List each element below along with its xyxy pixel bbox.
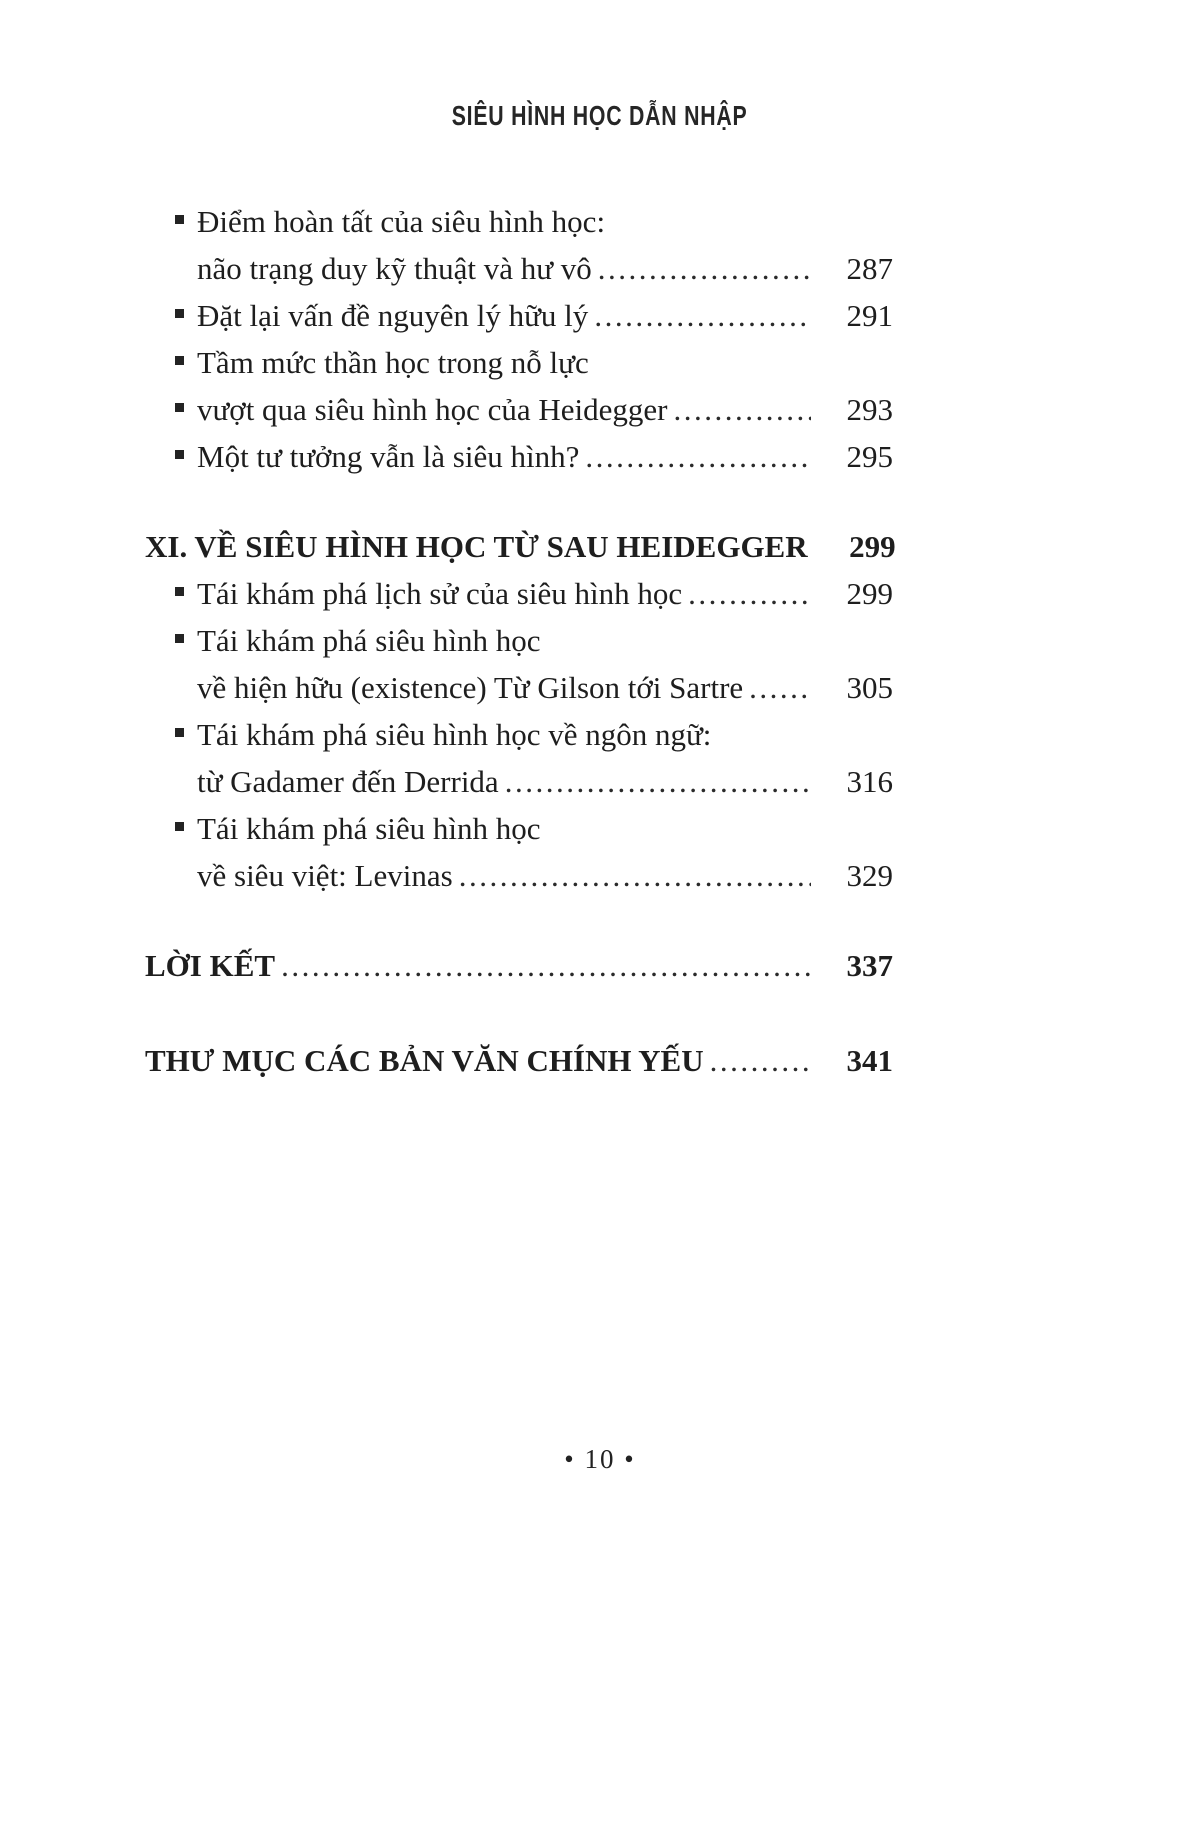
dot-leader	[749, 664, 811, 711]
page-number: 287	[846, 251, 893, 286]
page-number: 316	[846, 764, 893, 799]
bullet-icon	[175, 822, 184, 831]
toc-line	[145, 339, 893, 386]
toc-heading-text: LỜI KẾT	[145, 948, 276, 983]
toc-entry-text: Tái khám phá lịch sử của siêu hình học	[197, 576, 683, 611]
dot-leader	[585, 433, 811, 480]
toc-entry-text: Đặt lại vấn đề nguyên lý hữu lý	[197, 298, 589, 333]
page-number: 305	[846, 670, 893, 705]
running-header	[0, 100, 1200, 132]
toc-line	[145, 805, 893, 852]
toc-line	[145, 617, 893, 664]
toc-heading-text: XI. VỀ SIÊU HÌNH HỌC TỪ SAU HEIDEGGER	[145, 529, 808, 564]
page-number: 299	[849, 529, 896, 564]
page-number: 299	[846, 576, 893, 611]
toc-line	[145, 664, 893, 711]
toc-entry-text: về hiện hữu (existence) Từ Gilson tới Sartre	[197, 670, 744, 705]
dot-leader	[674, 386, 812, 433]
toc-line	[145, 198, 893, 245]
bullet-icon	[175, 356, 184, 365]
toc-entry-text: não trạng duy kỹ thuật và hư vô	[197, 251, 592, 286]
toc-section-heading	[145, 1037, 893, 1084]
page-number: 341	[846, 1043, 893, 1078]
toc-section-heading	[145, 523, 896, 570]
dot-leader	[594, 292, 811, 339]
toc-section-heading	[145, 942, 893, 989]
toc-heading-text: THƯ MỤC CÁC BẢN VĂN CHÍNH YẾU	[145, 1043, 704, 1078]
toc-entry-text: Tái khám phá siêu hình học	[197, 811, 541, 846]
page-number: 291	[846, 298, 893, 333]
dot-leader	[281, 942, 811, 989]
toc-line	[145, 292, 893, 339]
page-number: 293	[846, 392, 893, 427]
toc-entry-text: Điểm hoàn tất của siêu hình học:	[197, 204, 606, 239]
toc-line	[145, 711, 893, 758]
toc-line	[145, 386, 893, 433]
toc-entry-text: Tái khám phá siêu hình học về ngôn ngữ:	[197, 717, 712, 752]
toc-line	[145, 433, 893, 480]
page-number: 329	[846, 858, 893, 893]
table-of-contents	[145, 198, 896, 1084]
bullet-icon	[175, 309, 184, 318]
dot-leader	[505, 758, 811, 805]
bullet-icon	[175, 215, 184, 224]
toc-entry-text: từ Gadamer đến Derrida	[197, 764, 499, 799]
running-header-title: SIÊU HÌNH HỌC DẪN NHẬP	[452, 100, 748, 131]
toc-line	[145, 570, 893, 617]
toc-entry-text: Một tư tưởng vẫn là siêu hình?	[197, 439, 580, 474]
dot-leader	[710, 1037, 811, 1084]
dot-leader	[459, 852, 811, 899]
toc-line	[145, 852, 893, 899]
page-number-footer: • 10 •	[564, 1444, 636, 1474]
toc-entry-text: về siêu việt: Levinas	[197, 858, 453, 893]
toc-entry-text: Tầm mức thần học trong nỗ lực	[197, 345, 589, 380]
dot-leader	[688, 570, 811, 617]
dot-leader	[598, 245, 811, 292]
toc-line	[145, 245, 893, 292]
page-number: 337	[846, 948, 893, 983]
bullet-icon	[175, 634, 184, 643]
bullet-icon	[175, 587, 184, 596]
bullet-icon	[175, 728, 184, 737]
bullet-icon	[175, 450, 184, 459]
page-number: 295	[846, 439, 893, 474]
toc-entry-text: vượt qua siêu hình học của Heidegger	[197, 392, 668, 427]
bullet-icon	[175, 403, 184, 412]
toc-entry-text: Tái khám phá siêu hình học	[197, 623, 541, 658]
toc-line	[145, 758, 893, 805]
